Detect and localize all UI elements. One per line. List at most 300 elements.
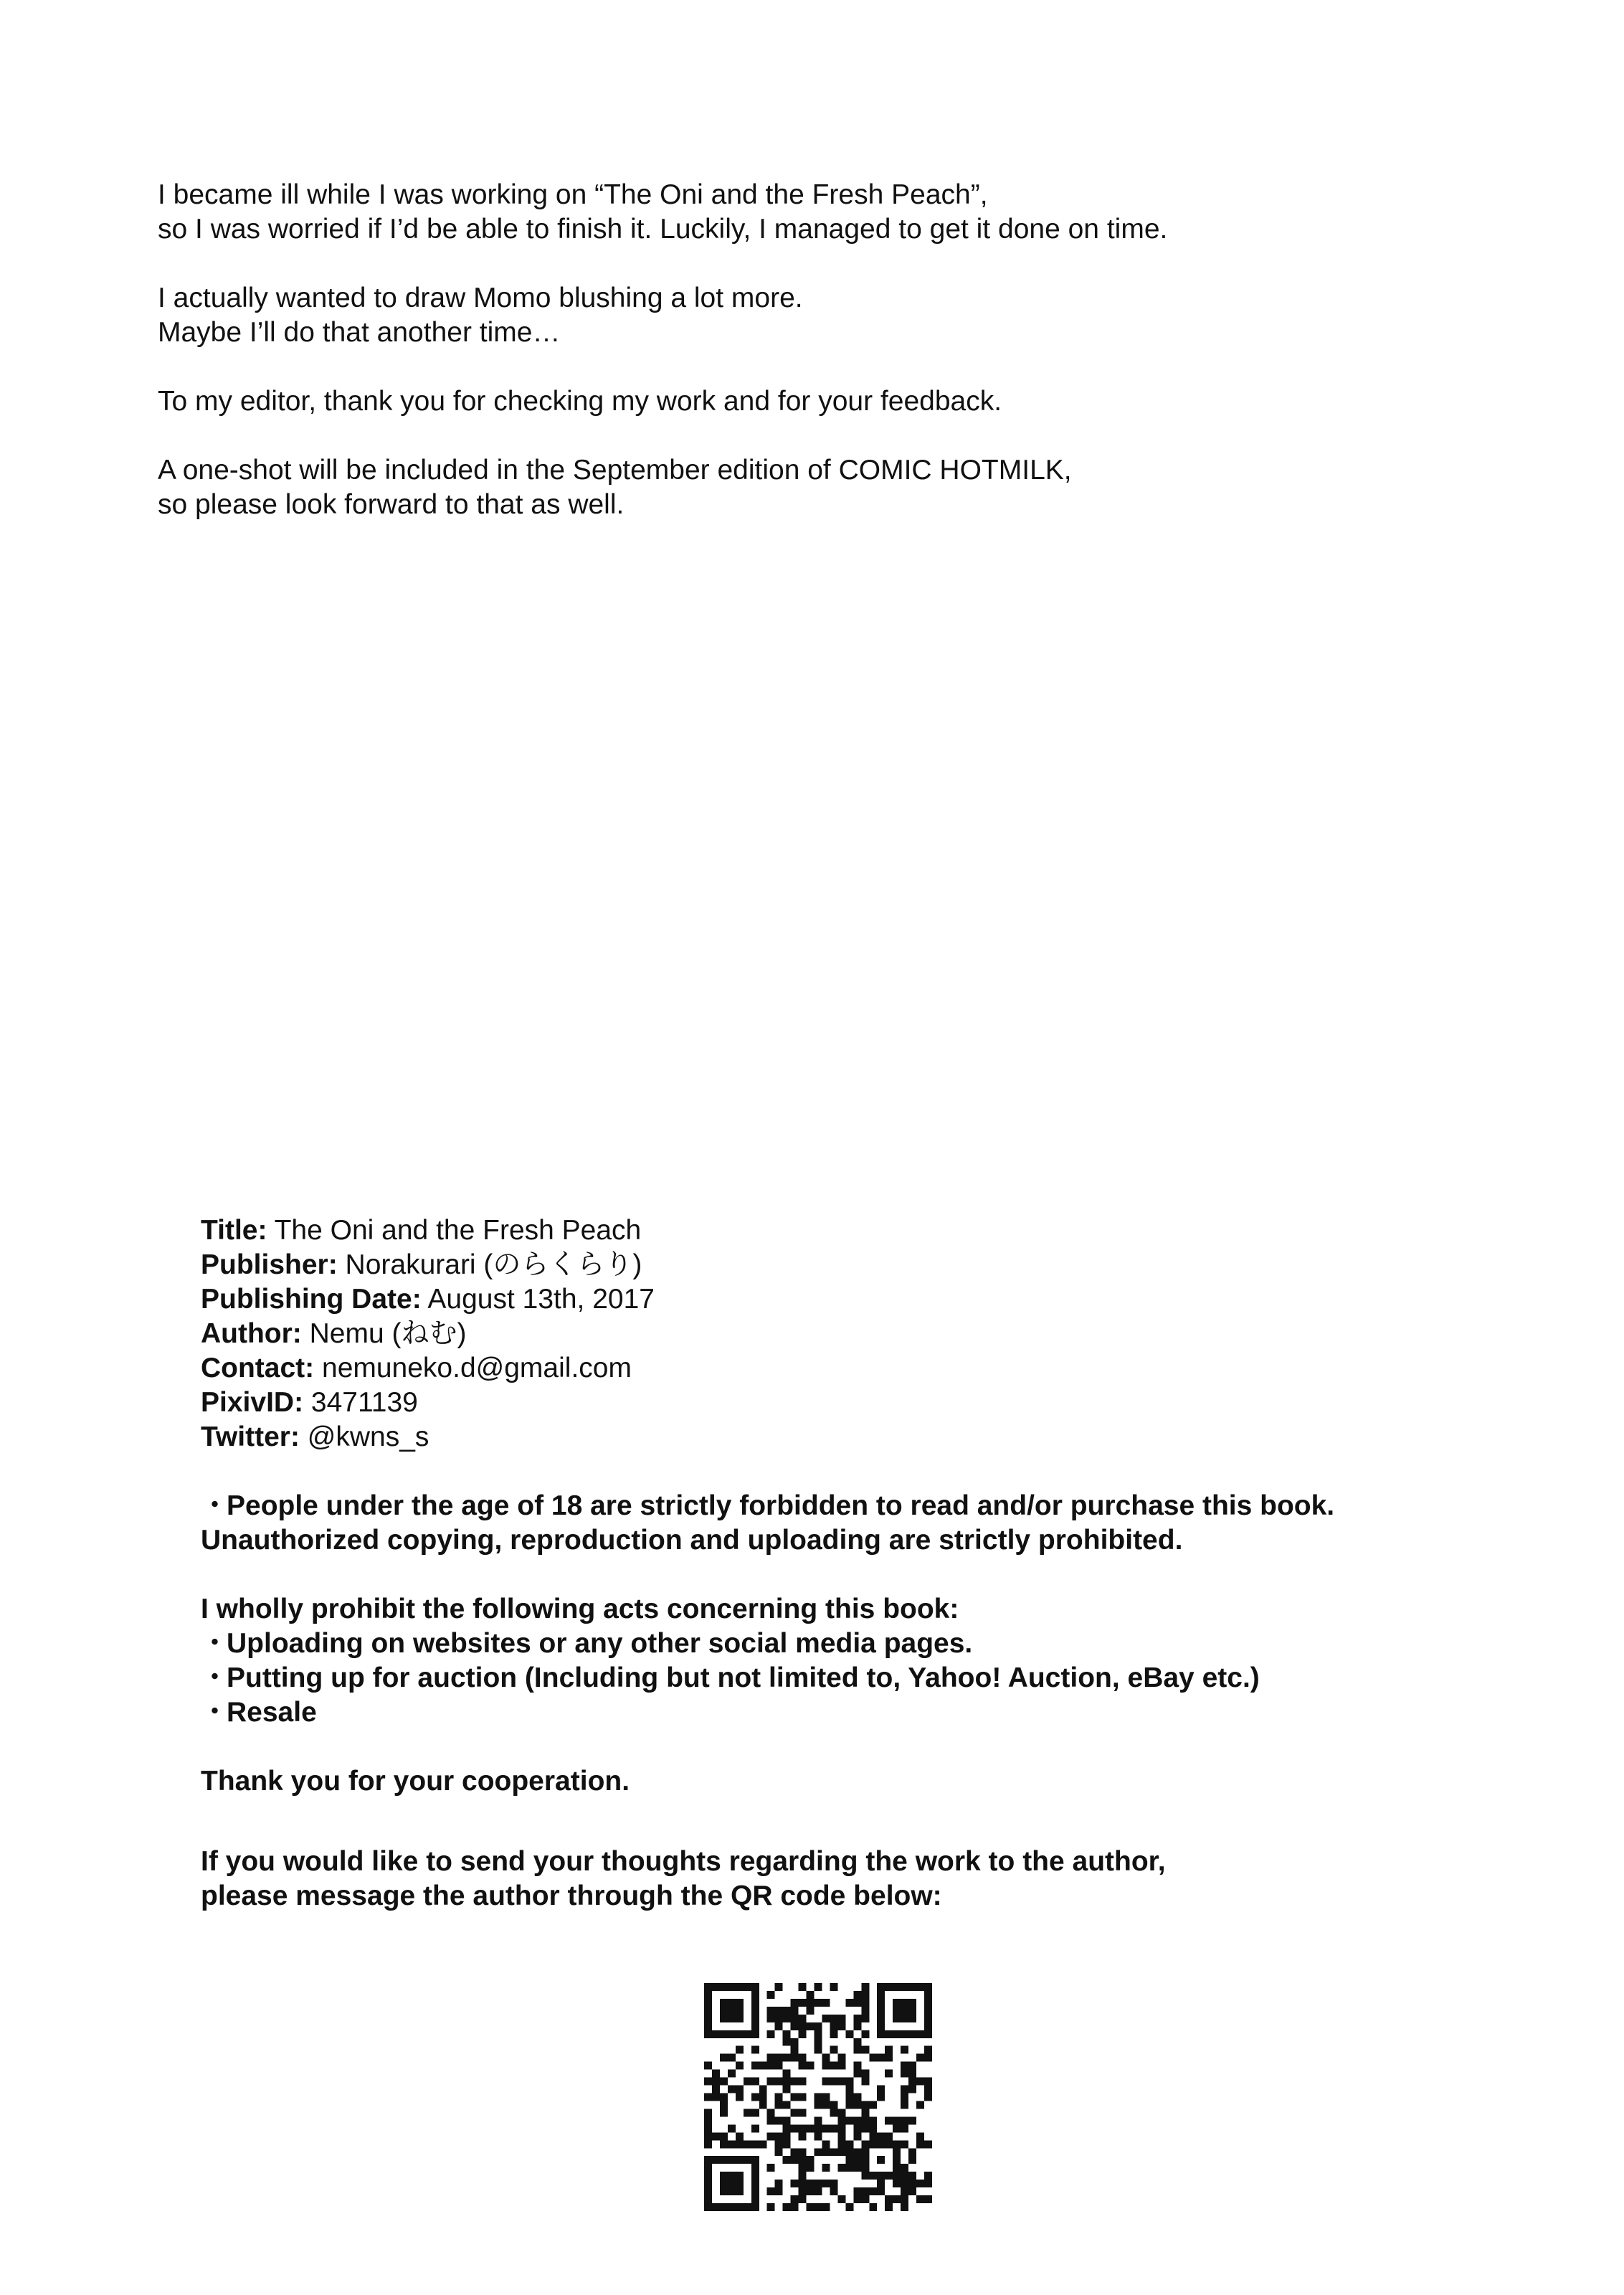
- qr-module: [901, 2187, 908, 2195]
- qr-module: [845, 2030, 853, 2038]
- qr-module: [853, 2124, 861, 2132]
- qr-module: [791, 2148, 799, 2156]
- qr-module: [830, 2187, 837, 2195]
- qr-module: [861, 2195, 869, 2203]
- qr-module: [901, 2007, 908, 2015]
- qr-module: [893, 2015, 901, 2022]
- qr-module: [728, 1999, 736, 2007]
- qr-module: [751, 2195, 759, 2203]
- prohibited-item: [201, 1695, 1563, 1730]
- qr-module: [845, 2156, 853, 2164]
- qr-module: [901, 1999, 908, 2007]
- qr-module: [853, 2116, 861, 2124]
- qr-module: [720, 1999, 728, 2007]
- qr-module: [712, 2203, 720, 2211]
- qr-module: [924, 2086, 932, 2093]
- qr-module: [783, 2030, 791, 2038]
- credit-value: @kwns_s: [307, 1421, 429, 1452]
- qr-module: [885, 2132, 893, 2140]
- qr-code-icon[interactable]: [704, 1983, 932, 2211]
- qr-module: [845, 2164, 853, 2172]
- qr-module: [799, 2180, 807, 2187]
- qr-module: [767, 2187, 775, 2195]
- qr-module: [704, 2078, 712, 2086]
- qr-module: [807, 1999, 815, 2007]
- qr-module: [728, 2086, 736, 2093]
- qr-module: [704, 2062, 712, 2070]
- qr-module: [893, 2164, 901, 2172]
- qr-module: [744, 1983, 751, 1991]
- qr-module: [924, 1991, 932, 1999]
- thanks-text: Thank you for your cooperation.: [201, 1766, 630, 1797]
- qr-module: [704, 2109, 712, 2116]
- prohibited-item-text: Resale: [227, 1697, 317, 1728]
- qr-module: [767, 2078, 775, 2086]
- qr-module: [791, 2015, 799, 2022]
- credit-value: nemuneko.d@gmail.com: [322, 1353, 632, 1383]
- qr-module: [704, 2195, 712, 2203]
- qr-module: [744, 2030, 751, 2038]
- qr-module: [728, 2140, 736, 2148]
- qr-module: [893, 2156, 901, 2164]
- qr-module: [908, 2172, 916, 2180]
- qr-module: [728, 2070, 736, 2078]
- qr-module: [799, 2195, 807, 2203]
- qr-module: [853, 2187, 861, 2195]
- qr-module: [830, 2148, 837, 2156]
- qr-module: [791, 2046, 799, 2054]
- qr-module: [853, 1999, 861, 2007]
- qr-module: [861, 2030, 869, 2038]
- qr-module: [815, 2180, 822, 2187]
- qr-module: [775, 2148, 783, 2156]
- qr-module: [901, 2180, 908, 2187]
- qr-module: [853, 2015, 861, 2022]
- qr-module: [822, 2093, 830, 2101]
- qr-module: [720, 2093, 728, 2101]
- afterword-paragraph: [158, 281, 1520, 350]
- qr-module: [916, 2195, 924, 2203]
- qr-module: [736, 2203, 744, 2211]
- qr-module: [815, 1999, 822, 2007]
- qr-module: [751, 1999, 759, 2007]
- credits-block: [201, 1213, 1563, 1454]
- qr-module: [924, 2195, 932, 2203]
- qr-module: [837, 2132, 845, 2140]
- qr-module: [822, 2164, 830, 2172]
- qr-module: [916, 2140, 924, 2148]
- qr-module: [751, 2062, 759, 2070]
- qr-module: [783, 2078, 791, 2086]
- bullet: ・: [201, 1662, 229, 1693]
- qr-module: [799, 2187, 807, 2195]
- qr-module: [783, 2086, 791, 2093]
- qr-module: [893, 2195, 901, 2203]
- qr-module: [815, 2101, 822, 2109]
- qr-module: [767, 2203, 775, 2211]
- qr-module: [893, 2116, 901, 2124]
- qr-module: [712, 2156, 720, 2164]
- qr-module: [861, 1991, 869, 1999]
- qr-module: [893, 2148, 901, 2156]
- qr-module: [822, 2180, 830, 2187]
- qr-module: [807, 2007, 815, 2015]
- qr-module: [751, 2046, 759, 2054]
- bullet: ・: [201, 1490, 229, 1521]
- qr-module: [837, 2109, 845, 2116]
- qr-module: [877, 2086, 885, 2093]
- afterword-line: A one-shot will be included in the September edition of COMIC HOTMILK,: [158, 455, 1072, 486]
- qr-module: [893, 2172, 901, 2180]
- qr-module: [751, 2093, 759, 2101]
- qr-module: [861, 2007, 869, 2015]
- qr-module: [791, 2203, 799, 2211]
- qr-module: [767, 2116, 775, 2124]
- qr-module: [916, 2054, 924, 2062]
- qr-module: [728, 2030, 736, 2038]
- qr-module: [877, 2132, 885, 2140]
- qr-module: [712, 2070, 720, 2078]
- qr-module: [869, 2172, 877, 2180]
- qr-module: [791, 2156, 799, 2164]
- qr-module: [751, 2078, 759, 2086]
- qr-module: [845, 2203, 853, 2211]
- qr-module: [837, 2054, 845, 2062]
- qr-module: [799, 2022, 807, 2030]
- qr-module: [830, 2022, 837, 2030]
- qr-module: [861, 2109, 869, 2116]
- qr-module: [728, 2007, 736, 2015]
- qr-module: [815, 2116, 822, 2124]
- qr-module: [728, 2180, 736, 2187]
- qr-module: [751, 2030, 759, 2038]
- qr-module: [885, 2203, 893, 2211]
- qr-module: [822, 2101, 830, 2109]
- qr-module: [751, 2180, 759, 2187]
- qr-module: [736, 2046, 744, 2054]
- qr-module: [830, 2180, 837, 2187]
- qr-module: [815, 2030, 822, 2038]
- qr-module: [845, 2140, 853, 2148]
- qr-module: [775, 2022, 783, 2030]
- credit-contact: [201, 1351, 1563, 1386]
- message-line: If you would like to send your thoughts regarding the work to the author,: [201, 1846, 1166, 1877]
- qr-module: [901, 2140, 908, 2148]
- qr-module: [908, 2070, 916, 2078]
- qr-module: [885, 1983, 893, 1991]
- qr-module: [815, 2148, 822, 2156]
- qr-module: [751, 2156, 759, 2164]
- qr-module: [815, 2203, 822, 2211]
- qr-module: [830, 2101, 837, 2109]
- qr-module: [845, 2093, 853, 2101]
- qr-module: [728, 2187, 736, 2195]
- qr-module: [736, 2187, 744, 2195]
- qr-module: [908, 2086, 916, 2093]
- qr-module: [853, 2062, 861, 2070]
- qr-module: [901, 2030, 908, 2038]
- qr-module: [791, 2180, 799, 2187]
- qr-module: [869, 2132, 877, 2140]
- qr-module: [916, 2132, 924, 2140]
- qr-module: [861, 2015, 869, 2022]
- prohibited-acts: [201, 1592, 1563, 1730]
- qr-module: [901, 2070, 908, 2078]
- qr-module: [893, 1983, 901, 1991]
- qr-module: [767, 2054, 775, 2062]
- qr-module: [807, 2187, 815, 2195]
- qr-module: [744, 2078, 751, 2086]
- qr-module: [908, 2078, 916, 2086]
- qr-module: [908, 2187, 916, 2195]
- qr-module: [837, 2062, 845, 2070]
- qr-module: [837, 2078, 845, 2086]
- qr-module: [861, 2148, 869, 2156]
- qr-module: [837, 2022, 845, 2030]
- qr-module: [759, 2101, 767, 2109]
- qr-module: [830, 2062, 837, 2070]
- prohibit-heading: I wholly prohibit the following acts concerning this book:: [201, 1594, 959, 1624]
- qr-module: [720, 2132, 728, 2140]
- qr-module: [807, 2203, 815, 2211]
- qr-module: [901, 2116, 908, 2124]
- qr-module: [767, 2030, 775, 2038]
- qr-module: [885, 2046, 893, 2054]
- afterword-line: I actually wanted to draw Momo blushing a lot more.: [158, 283, 803, 313]
- qr-module: [720, 2140, 728, 2148]
- qr-module: [924, 2140, 932, 2148]
- qr-module: [924, 2093, 932, 2101]
- qr-module: [830, 1983, 837, 1991]
- credit-pixiv: [201, 1386, 1563, 1420]
- qr-module: [791, 2195, 799, 2203]
- credit-label: Twitter:: [201, 1421, 300, 1452]
- qr-module: [869, 2054, 877, 2062]
- afterword-line: I became ill while I was working on “The Oni and the Fresh Peach”,: [158, 179, 988, 210]
- qr-module: [704, 2172, 712, 2180]
- qr-module: [704, 2132, 712, 2140]
- qr-module: [901, 2093, 908, 2101]
- credit-value: Nemu (ねむ): [309, 1318, 467, 1349]
- prohibited-item-text: Uploading on websites or any other social media pages.: [227, 1628, 973, 1659]
- qr-module: [728, 1983, 736, 1991]
- qr-module: [877, 2187, 885, 2195]
- credit-author: [201, 1317, 1563, 1351]
- qr-module: [924, 2078, 932, 2086]
- qr-module: [853, 2070, 861, 2078]
- qr-module: [704, 2022, 712, 2030]
- qr-module: [720, 2078, 728, 2086]
- qr-module: [877, 2180, 885, 2187]
- qr-module: [799, 2078, 807, 2086]
- qr-module: [822, 2062, 830, 2070]
- qr-module: [736, 2062, 744, 2070]
- qr-module: [869, 2140, 877, 2148]
- qr-module: [791, 2093, 799, 2101]
- qr-module: [783, 2203, 791, 2211]
- qr-module: [861, 2140, 869, 2148]
- qr-module: [704, 2015, 712, 2022]
- qr-module: [877, 2015, 885, 2022]
- qr-module: [783, 2015, 791, 2022]
- qr-module: [799, 2164, 807, 2172]
- credit-title: [201, 1213, 1563, 1248]
- qr-module: [916, 1983, 924, 1991]
- qr-module: [736, 2093, 744, 2101]
- qr-module: [822, 2203, 830, 2211]
- qr-module: [924, 2180, 932, 2187]
- qr-module: [704, 2140, 712, 2148]
- qr-module: [845, 2101, 853, 2109]
- qr-module: [767, 1991, 775, 1999]
- qr-module: [845, 2116, 853, 2124]
- qr-module: [853, 2093, 861, 2101]
- qr-module: [799, 2172, 807, 2180]
- qr-module: [901, 2124, 908, 2132]
- qr-module: [822, 2078, 830, 2086]
- afterword-line: To my editor, thank you for checking my work and for your feedback.: [158, 386, 1002, 417]
- qr-module: [901, 2015, 908, 2022]
- qr-module: [869, 2203, 877, 2211]
- qr-module: [845, 2078, 853, 2086]
- qr-module: [775, 2180, 783, 2187]
- qr-module: [720, 2054, 728, 2062]
- qr-module: [783, 2140, 791, 2148]
- qr-module: [830, 2124, 837, 2132]
- qr-module: [807, 1991, 815, 1999]
- qr-module: [775, 2007, 783, 2015]
- qr-module: [837, 2015, 845, 2022]
- qr-module: [751, 2124, 759, 2132]
- qr-module: [720, 2109, 728, 2116]
- qr-module: [924, 1983, 932, 1991]
- qr-module: [704, 2180, 712, 2187]
- qr-module: [751, 2007, 759, 2015]
- qr-module: [869, 2187, 877, 2195]
- qr-module: [885, 2172, 893, 2180]
- qr-module: [783, 2124, 791, 2132]
- prohibited-item: [201, 1627, 1563, 1661]
- qr-module: [783, 2070, 791, 2078]
- qr-module: [775, 1983, 783, 1991]
- qr-module: [924, 2007, 932, 2015]
- qr-module: [916, 2101, 924, 2109]
- qr-module: [877, 2054, 885, 2062]
- credit-value: August 13th, 2017: [427, 1284, 655, 1315]
- qr-module: [791, 2078, 799, 2086]
- qr-module: [799, 2109, 807, 2116]
- qr-module: [908, 2180, 916, 2187]
- qr-module: [807, 2022, 815, 2030]
- credit-label: Publisher:: [201, 1249, 338, 1280]
- qr-module: [877, 2140, 885, 2148]
- qr-module: [861, 2164, 869, 2172]
- afterword-line: so please look forward to that as well.: [158, 489, 625, 520]
- qr-module: [815, 2022, 822, 2030]
- qr-module: [924, 1999, 932, 2007]
- credit-value: 3471139: [310, 1387, 418, 1418]
- qr-module: [908, 2030, 916, 2038]
- qr-module: [728, 2124, 736, 2132]
- credit-label: Author:: [201, 1318, 302, 1349]
- qr-module: [877, 2022, 885, 2030]
- qr-module: [861, 2101, 869, 2109]
- qr-module: [791, 2007, 799, 2015]
- qr-module: [775, 2015, 783, 2022]
- credit-value: The Oni and the Fresh Peach: [274, 1215, 642, 1246]
- qr-module: [751, 1983, 759, 1991]
- qr-module: [869, 2116, 877, 2124]
- qr-module: [720, 2015, 728, 2022]
- qr-module: [744, 2140, 751, 2148]
- qr-module: [767, 2132, 775, 2140]
- prohibited-item: [201, 1661, 1563, 1695]
- qr-module: [869, 2101, 877, 2109]
- qr-module: [704, 2187, 712, 2195]
- qr-module: [791, 2109, 799, 2116]
- qr-module: [720, 2101, 728, 2109]
- qr-module: [799, 2054, 807, 2062]
- qr-module: [908, 2062, 916, 2070]
- qr-module: [807, 2164, 815, 2172]
- qr-module: [893, 2030, 901, 2038]
- afterword-line: Maybe I’ll do that another time…: [158, 317, 561, 348]
- qr-module: [728, 2172, 736, 2180]
- notices-block: [201, 1489, 1563, 1833]
- qr-module: [712, 2132, 720, 2140]
- qr-module: [799, 2093, 807, 2101]
- qr-module: [704, 1999, 712, 2007]
- qr-module: [877, 1999, 885, 2007]
- qr-module: [924, 2054, 932, 2062]
- qr-module: [799, 2062, 807, 2070]
- qr-module: [853, 2156, 861, 2164]
- qr-module: [799, 1999, 807, 2007]
- qr-module: [775, 2101, 783, 2109]
- credit-publisher: [201, 1248, 1563, 1282]
- credit-label: Title:: [201, 1215, 267, 1246]
- qr-module: [744, 2203, 751, 2211]
- qr-module: [908, 2015, 916, 2022]
- qr-module: [908, 2156, 916, 2164]
- qr-module: [759, 2140, 767, 2148]
- qr-module: [908, 1999, 916, 2007]
- qr-module: [791, 2038, 799, 2046]
- qr-module: [837, 2164, 845, 2172]
- qr-module: [807, 2062, 815, 2070]
- qr-module: [901, 2086, 908, 2093]
- qr-module: [830, 2109, 837, 2116]
- qr-module: [704, 2007, 712, 2015]
- qr-module: [767, 2015, 775, 2022]
- qr-module: [783, 2038, 791, 2046]
- qr-module: [861, 2070, 869, 2078]
- afterword-paragraph: [158, 453, 1520, 522]
- qr-module: [893, 2180, 901, 2187]
- qr-module: [744, 2156, 751, 2164]
- copy-warning-text: Unauthorized copying, reproduction and uploading are strictly prohibited.: [201, 1525, 1183, 1556]
- qr-module: [853, 2164, 861, 2172]
- qr-module: [720, 2180, 728, 2187]
- qr-module: [736, 2007, 744, 2015]
- age-notice: [201, 1489, 1563, 1558]
- qr-module: [822, 2015, 830, 2022]
- qr-module: [916, 2180, 924, 2187]
- qr-module: [861, 2172, 869, 2180]
- qr-module: [924, 2046, 932, 2054]
- qr-module: [751, 2187, 759, 2195]
- qr-module: [885, 2030, 893, 2038]
